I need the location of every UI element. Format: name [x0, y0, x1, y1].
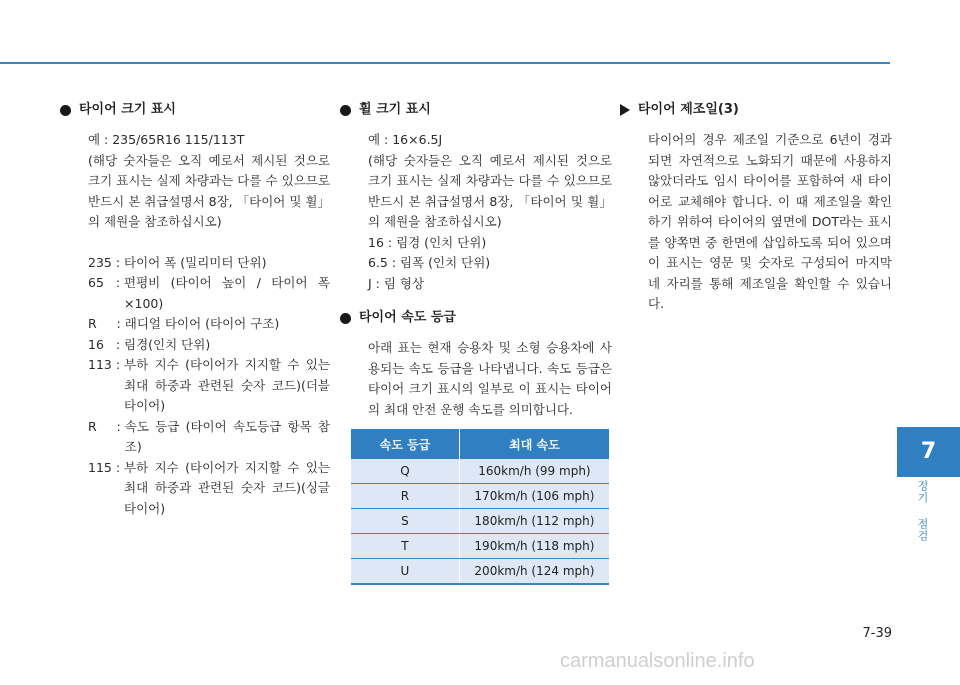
speed-rating-table	[351, 429, 609, 585]
tire-date-paragraph: 타이어의 경우 제조일 기준으로 6년이 경과되면 자연적으로 노화되기 때문에 사용하지 않았더라도 임시 타이어를 포함하여 새 타이어로 교체해야 합니다. 이 때 제조일을 확인하기 위하여 타이어의 옆면에 DOT라는 표시를 양쪽면 중 한면에 삽입하도록 되어 있으며 이 표시는 영문 및 숫자로 구성되어 마지막 네 자리를 통해 제조일을 확인할 수 있습니다.	[648, 132, 892, 311]
definition-row: 16 : 림경(인치 단위)	[88, 336, 211, 352]
chapter-tab[interactable]: 7	[897, 427, 960, 477]
wheel-size-example: 예 : 16×6.5J	[368, 132, 443, 147]
wheel-line: J : 림 형상	[368, 275, 425, 291]
wheel-line: 6.5 : 림폭 (인치 단위)	[368, 255, 491, 270]
tire-date-heading-text: 타이어 제조일(3)	[638, 101, 739, 117]
bullet-icon	[340, 105, 351, 116]
speed-rating-heading	[340, 308, 612, 328]
definition-row: R : 속도 등급 (타이어 속도등급 항목 참조)	[88, 418, 330, 454]
bullet-icon	[340, 313, 351, 324]
definition-row: 235 : 타이어 폭 (밀리미터 단위)	[88, 254, 267, 270]
tire-size-example: 예 : 235/65R16 115/113T	[88, 132, 245, 147]
speed-rating-heading-text: 타이어 속도 등급	[359, 309, 456, 325]
tire-size-paragraph: (해당 숫자들은 오직 예로서 제시된 것으로 크기 표시는 실제 차량과는 다를 수 있으므로 반드시 본 취급설명서 8장, 「타이어 및 휠」의 제원을 참조하십시오)	[88, 152, 330, 229]
table-row: T 190km/h (118 mph)	[351, 534, 609, 559]
page-number: 7-39	[862, 626, 892, 641]
triangle-bullet-icon	[620, 104, 630, 116]
chapter-label: 정기 점검	[916, 480, 929, 542]
definition-row: 65 : 편평비 (타이어 높이 / 타이어 폭×100)	[88, 275, 330, 311]
tire-size-heading-text: 타이어 크기 표시	[79, 101, 176, 117]
wheel-size-heading-text: 휠 크기 표시	[359, 101, 431, 117]
speed-rating-paragraph: 아래 표는 현재 승용차 및 소형 승용차에 사용되는 속도 등급을 나타냅니다. 속도 등급은 타이어 크기 표시의 일부로 이 표시는 타이어의 최대 안전 운행 속도를 의미합니다.	[368, 340, 612, 417]
watermark: carmanualsonline.info	[560, 650, 755, 672]
bullet-icon	[60, 105, 71, 116]
definition-row: 113 : 부하 지수 (타이어가 지지할 수 있는 최대 하중과 관련된 숫자 코드)(더블 타이어)	[88, 357, 330, 413]
table-header: 속도 등급	[351, 429, 459, 459]
wheel-size-heading	[340, 100, 612, 120]
wheel-size-paragraph: (해당 숫자들은 오직 예로서 제시된 것으로 크기 표시는 실제 차량과는 다를 수 있으므로 반드시 본 취급설명서 8장, 「타이어 및 휠」의 제원을 참조하십시오)	[368, 152, 612, 229]
tire-date-section	[620, 100, 892, 315]
top-rule	[0, 62, 890, 64]
table-row: R 170km/h (106 mph)	[351, 484, 609, 509]
wheel-size-section	[340, 100, 612, 420]
tire-date-heading	[620, 100, 892, 120]
wheel-line: 16 : 림경 (인치 단위)	[368, 234, 487, 250]
tire-size-section	[60, 100, 330, 519]
table-row: S 180km/h (112 mph)	[351, 509, 609, 534]
definition-row: R : 래디얼 타이어 (타이어 구조)	[88, 316, 280, 331]
definition-row: 115 : 부하 지수 (타이어가 지지할 수 있는 최대 하중과 관련된 숫자 코드)(싱글 타이어)	[88, 459, 330, 516]
table-row: Q 160km/h (99 mph)	[351, 459, 609, 484]
table-row: U 200km/h (124 mph)	[351, 559, 609, 585]
table-header: 최대 속도	[459, 429, 609, 459]
tire-size-heading	[60, 100, 330, 120]
